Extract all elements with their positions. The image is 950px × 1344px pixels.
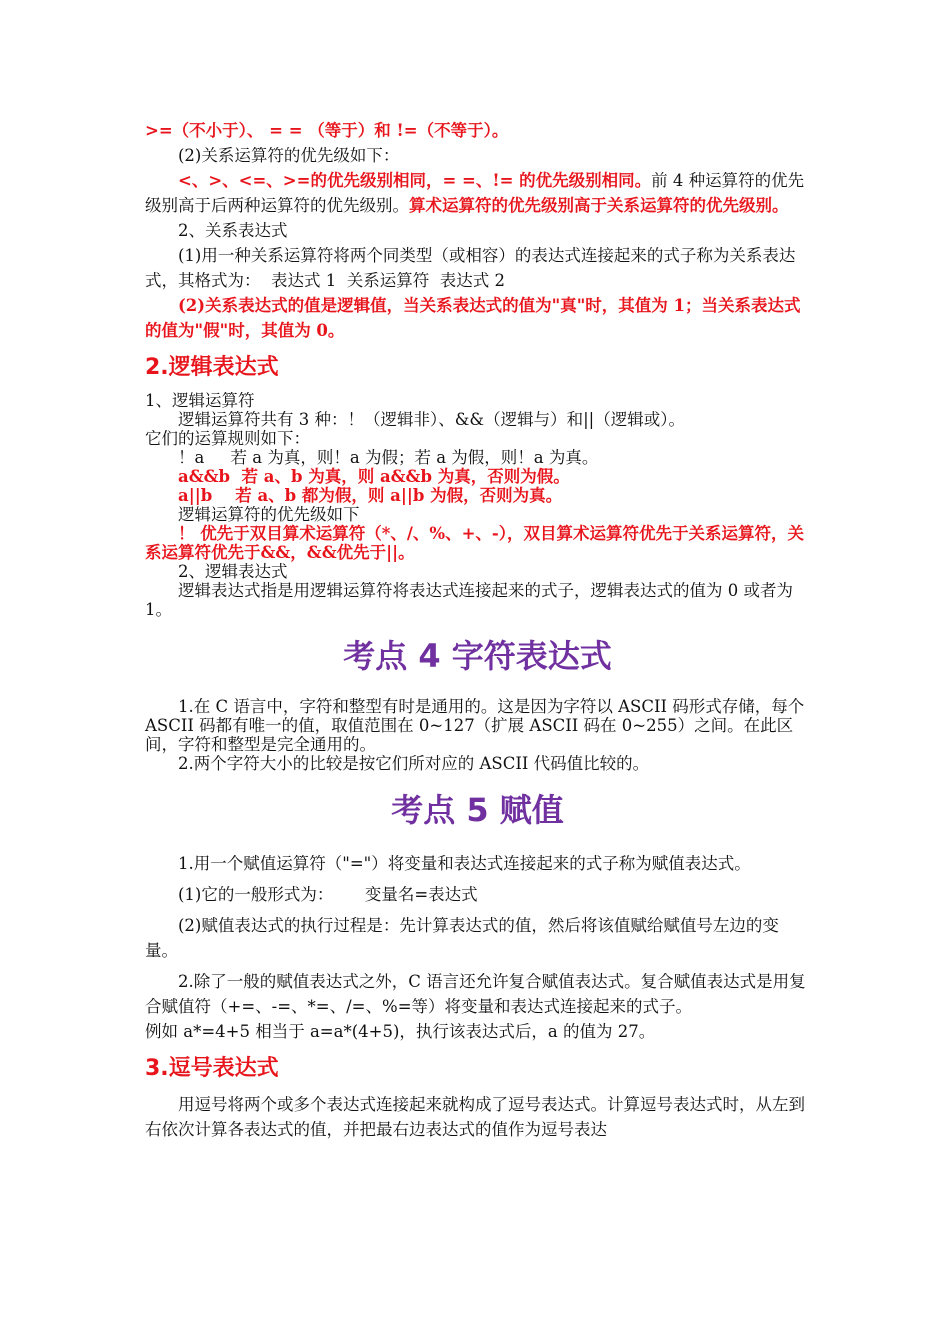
precedence-black: 前 4 种运算符的优先级别高于后两种运算符的优先级别。: [145, 171, 805, 215]
document-page: [145, 118, 810, 1142]
precedence-red-2: 算术运算符的优先级别高于关系运算符的优先级别。: [409, 196, 789, 215]
relational-operators-line: >=（不小于）、 = = （等于）和 !=（不等于）。: [145, 121, 509, 140]
comma-expression-p1: 用逗号将两个或多个表达式连接起来就构成了逗号表达式。计算逗号表达式时，从左到右依次计算各表达式的值，并把最右边表达式的值作为逗号表达: [145, 1095, 805, 1139]
heading-comma-expression: 3.逗号表达式: [145, 1056, 279, 1081]
heading-char-expression: 考点 4 字符表达式: [343, 637, 612, 675]
char-expression-p1: 1.在 C 语言中，字符和整型有时是通用的。这是因为字符以 ASCII 码形式存储，每个 ASCII 码都有唯一的值，取值范围在 0~127（扩展 ASCII 码在 0~255）之间。在此区间，字符和整型是完全通用的。: [145, 697, 810, 754]
relational-expression-title: 2、关系表达式: [178, 221, 288, 240]
logical-expression-def: 逻辑表达式指是用逻辑运算符将表达式连接起来的式子，逻辑表达式的值为 0 或者为 1。: [145, 581, 799, 619]
heading-logical-expression: 2.逻辑表达式: [145, 355, 279, 380]
relational-expression-def: (1)用一种关系运算符将两个同类型（或相容）的表达式连接起来的式子称为关系表达式，其格式为： 表达式 1 关系运算符 表达式 2: [145, 246, 796, 290]
logical-precedence-rule: ！ 优先于双目算术运算符（*、/、%、+、-），双目算术运算符优先于关系运算符，关系运算符优先于&&，&&优先于||。: [145, 524, 805, 562]
assignment-form: (1)它的一般形式为： 变量名=表达式: [178, 885, 478, 904]
char-expression-p2: 2.两个字符大小的比较是按它们所对应的 ASCII 代码值比较的。: [178, 754, 650, 773]
logical-operators-list: 逻辑运算符共有 3 种：！（逻辑非）、&&（逻辑与）和||（逻辑或）。: [178, 410, 685, 429]
precedence-red-1: <、>、<=、>=的优先级别相同，= =、!= 的优先级别相同。: [178, 171, 652, 190]
precedence-paragraph: [145, 168, 810, 218]
assignment-process: (2)赋值表达式的执行过程是：先计算表达式的值，然后将该值赋给赋值号左边的变量。: [145, 916, 779, 960]
precedence-intro: (2)关系运算符的优先级如下：: [178, 146, 400, 165]
rule-or: a||b 若 a、b 都为假，则 a||b 为假，否则为真。: [178, 486, 563, 505]
rule-and: a&&b 若 a、b 为真，则 a&&b 为真，否则为假。: [178, 467, 570, 486]
assignment-p1: 1.用一个赋值运算符（"="）将变量和表达式连接起来的式子称为赋值表达式。: [178, 854, 751, 873]
logical-precedence-title: 逻辑运算符的优先级如下: [178, 505, 360, 524]
heading-assignment: 考点 5 赋值: [391, 791, 564, 829]
assignment-example: 例如 a*=4+5 相当于 a=a*(4+5)，执行该表达式后，a 的值为 27。: [145, 1022, 656, 1041]
logical-rules-intro: 它们的运算规则如下：: [145, 429, 310, 448]
compound-assignment: 2.除了一般的赋值表达式之外，C 语言还允许复合赋值表达式。复合赋值表达式是用复合赋值符（+=、-=、*=、/=、%=等）将变量和表达式连接起来的式子。: [145, 972, 806, 1016]
logical-operators-title: 1、逻辑运算符: [145, 391, 255, 410]
rule-not: ！a 若 a 为真，则！a 为假；若 a 为假，则！a 为真。: [178, 448, 599, 467]
relational-expression-value: (2)关系表达式的值是逻辑值，当关系表达式的值为"真"时，其值为 1；当关系表达式的值为"假"时，其值为 0。: [145, 296, 801, 340]
logical-expression-title: 2、逻辑表达式: [178, 562, 288, 581]
